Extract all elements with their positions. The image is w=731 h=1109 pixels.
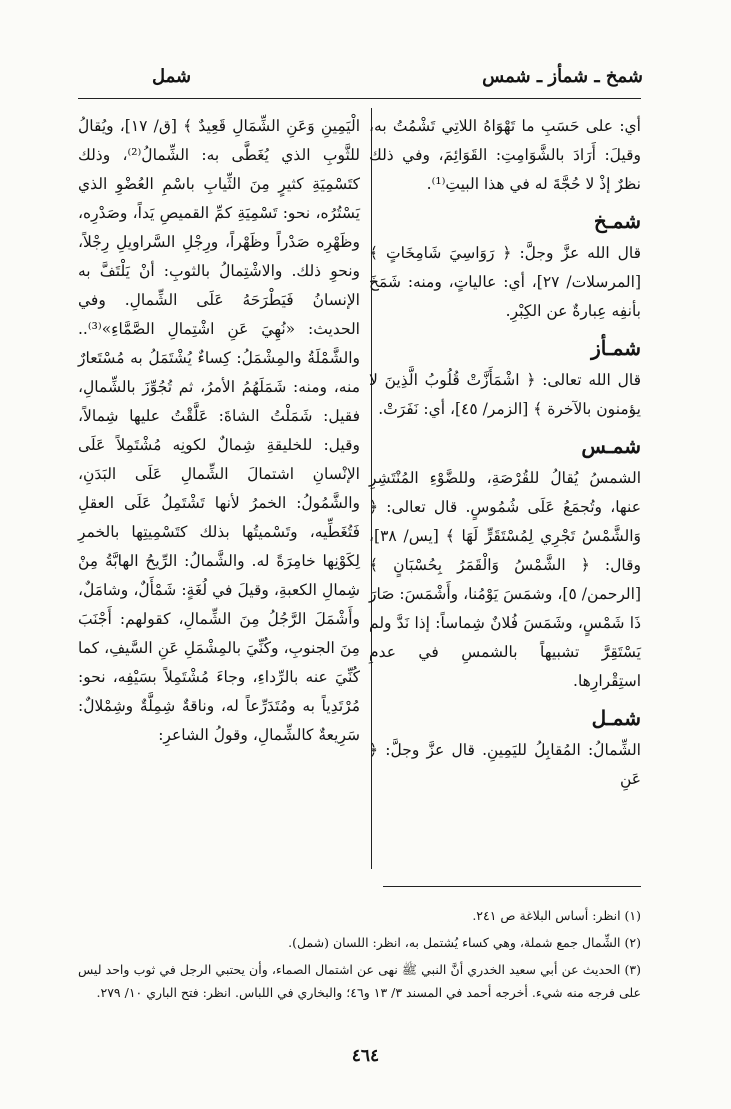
entry-heading-shamaaza: شمـأز bbox=[591, 336, 641, 360]
entry-heading-shamala: شمـل bbox=[591, 706, 641, 730]
footnote-1: (١) انظر: أساس البلاغة ص ٢٤١. bbox=[472, 908, 641, 923]
footnote-2: (٢) الشِّمال جمع شملة، وهي كساء يُشتمل به، انظر: اللسان (شمل). bbox=[288, 935, 641, 950]
paragraph: الشمسُ يُقالُ للقُرْصَةِ، وللضَّوْءِ المُنْتَشِرِ عنها، وتُجمَعُ عَلَى شُمُوسٍ. قال تعالى: ﴿ وَالشَّمْسُ تَجْرِي لِمُسْتَقَرٍّ لَهَا ﴾ [يس/ ٣٨]، وقال: ﴿ الشَّمْسُ وَالْقَمَرُ بِحُسْبَانٍ ﴾ [الرحمن/ ٥]، وشمَسَ يَوْمُنا، وأَشْمَسَ: صَارَ ذَا شَمْسٍ، وشَمَسَ فُلانٌ شِماساً: إذا نَدَّ ولم يَسْتَقِرَّ تشبيهاً بالشمسِ في عدمِ استِقْرارِها. bbox=[369, 469, 641, 690]
entry-heading-shamakha: شمـخ bbox=[593, 209, 641, 233]
page-number: ٤٦٤ bbox=[351, 1046, 380, 1066]
paragraph: قال الله عزَّ وجلَّ: ﴿ رَوَاسِيَ شَامِخَاتٍ ﴾ [المرسلات/ ٢٧]، أي: عالياتٍ، ومنه: شَمَخَ بأنفِه عِبارةٌ عن الكِبْرِ. bbox=[369, 244, 641, 320]
header-rule bbox=[78, 98, 641, 99]
entry-heading-shams: شمـس bbox=[581, 434, 641, 458]
left-column bbox=[78, 112, 360, 750]
footnote-3: (٣) الحديث عن أبي سعيد الخدري أنَّ النبي ﷺ نهى عن اشتمال الصماء، وأن يحتبي الرجل في ثوب واحد ليس على فرجه منه شيء. أخرجه أحمد في المسند ٣/ ١٣ و٤٦؛ والبخاري في اللباس. انظر: فتح الباري ١٠/ ٢٧٩. bbox=[78, 962, 641, 1000]
footnote-rule bbox=[383, 886, 641, 887]
paragraph: الْيَمِينِ وَعَنِ الشِّمَالِ قَعِيدٌ ﴾ [ق/ ١٧]، ويُقالُ للثَّوبِ الذي يُغَطَّى به: الشِّمالُ⁽²⁾، وذلك كتَسْمِيَةِ كثيرٍ مِنَ الثِّيابِ باسْمِ العُضْوِ الذي يَسْتُرُه، نحو: تَسْمِيَةِ كمِّ القميصِ يَداً، وصَدْرِه، وظَهْرِه صَدْراً وظَهْراً، ورِجْلِ السَّراويلِ رِجْلاً، ونحوِ ذلك. والاشْتِمالُ بالثوبِ: أنْ يَلْتَفَّ به الإنسانُ فَيَطْرَحَهُ عَلَى الشِّمالِ. وفي الحديث: «نُهِيَ عَنِ اشْتِمالِ الصَّمَّاءِ»⁽³⁾.. والشَّمْلَةُ والمِشْمَلُ: كِساءٌ يُشْتَمَلُ به مُسْتَعارٌ منه، ومنه: شَمَلَهُمُ الأمرُ، ثم تُجُوِّزَ بالشِّمالِ، فقيل: شَمَلْتُ الشاةَ: عَلَّقْتُ عليها شِمالاً، وقيل: للخليقةِ شِمالٌ لكونِه مُشْتَمِلاً عَلَى الإنْسانِ اشتمالَ الشِّمالِ عَلَى البَدَنِ، والشَّمُولُ: الخمرُ لأنها تَشْتَمِلُ عَلَى العقلِ فَتُغَطِّيه، وتَسْميتُها بذلك كتَسْمِيتِها بالخمرِ لِكَوْنِها خامِرَةً له. والشَّمالُ: الرِّيحُ الهابَّةُ مِنْ شِمالِ الكعبةِ، وقيلَ في لُغَةٍ: شَمْأَلٌ، وشامَلٌ، وأَشْمَلَ الرَّجُلُ مِنَ الشِّمالِ، كقولهم: أَجْنَبَ مِنَ الجنوبِ، وكُنِّيَ بالمِشْمَلِ عَنِ السَّيفِ، كما كُنِّيَ عنه بالرِّداءِ، وجاءَ مُشْتَمِلاً بسَيْفِه، نحو: مُرْتَدِياً به ومُتَدَرِّعاً له، وناقةٌ شِمِلَّةٌ وشِمْلالٌ: سَرِيعةٌ كالشِّمالِ، وقولُ الشاعرِ: bbox=[78, 117, 360, 744]
footnotes bbox=[78, 904, 641, 1008]
right-column bbox=[369, 112, 641, 794]
running-header-right: شمخ ـ شمأز ـ شمس bbox=[482, 66, 643, 87]
paragraph: قال الله تعالى: ﴿ اشْمَأَزَّتْ قُلُوبُ الَّذِينَ لا يؤمنون بالآخرة ﴾ [الزمر/ ٤٥]، أي: نَفَرَتْ. bbox=[369, 371, 641, 418]
paragraph: أي: على حَسَبِ ما تَهْوَاهُ اللاتِي تَشْمُتُ به، وقيلَ: أَرَادَ بالشَّوَامِتِ: القَوَائِمَ، وفي ذلك نظرٌ إذْ لا حُجَّةَ له في هذا البيتِ⁽¹⁾. bbox=[369, 117, 641, 193]
paragraph: الشِّمالُ: المُقابِلُ لليَمِينِ. قال عزَّ وجلَّ: ﴿ عَنِ bbox=[369, 741, 641, 788]
running-header-left: شمل bbox=[152, 66, 192, 87]
